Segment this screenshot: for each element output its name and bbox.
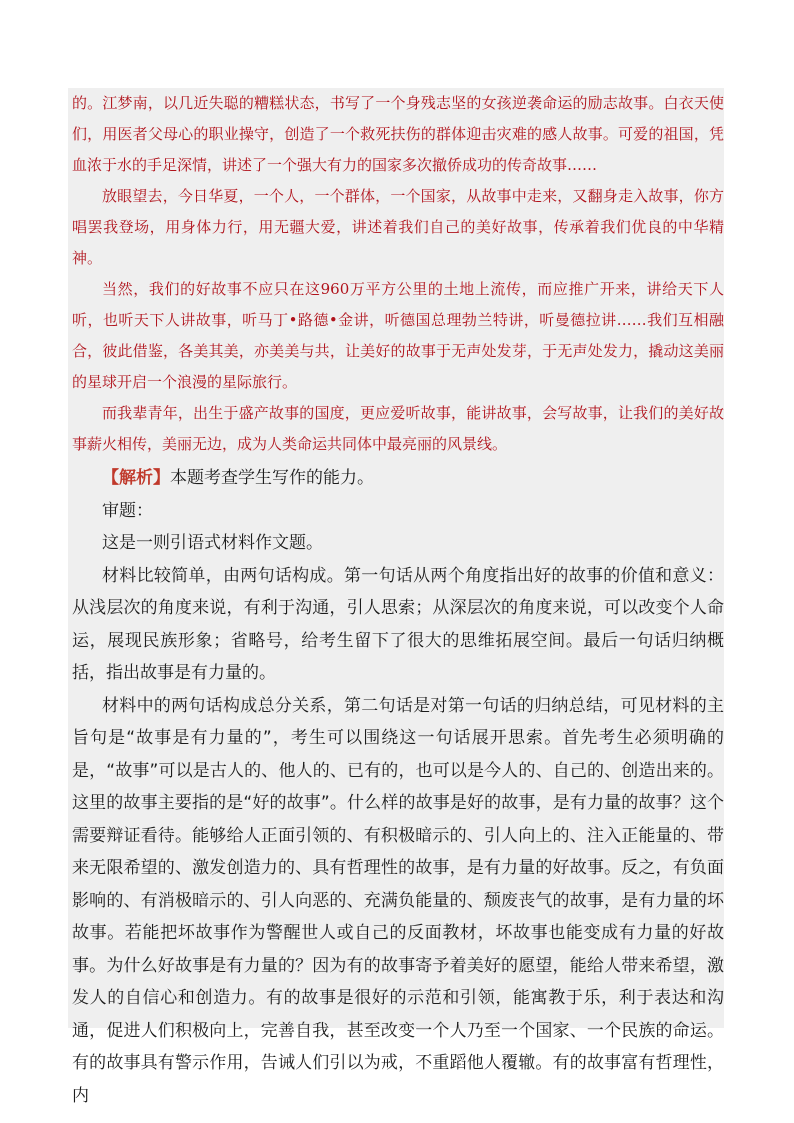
analysis-intro-text: 本题考查学生写作的能力。 [170,468,374,488]
analysis-paragraph-1: 材料比较简单，由两句话构成。第一句话从两个角度指出好的故事的价值和意义：从浅层次的角度来说，有利于沟通，引人思索；从深层次的角度来说，可以改变个人命运，展现民族形象；省略号，给考生留下了很大的思维拓展空间。最后一句话归纳概括，指出故事是有力量的。 [72,565,724,683]
essay-paragraph-4: 而我辈青年，出生于盛产故事的国度，更应爱听故事，能讲故事，会写故事，让我们的美好故事薪火相传，美丽无边，成为人类命运共同体中最亮丽的风景线。 [72,404,724,453]
essay-paragraph-1: 的。江梦南，以几近失聪的糟糕状态，书写了一个身残志坚的女孩逆袭命运的励志故事。白衣天使们，用医者父母心的职业操守，创造了一个救死扶伤的群体迎击灾难的感人故事。可爱的祖国，凭血浓于水的手足深情，讲述了一个强大有力的国家多次撤侨成功的传奇故事…… [72,94,724,174]
essay-paragraph-3: 当然，我们的好故事不应只在这960万平方公里的土地上流传，而应推广开来，讲给天下人听，也听天下人讲故事，听马丁•路德•金讲，听德国总理勃兰特讲，听曼德拉讲……我们互相融合，彼此借鉴，各美其美，亦美美与共，让美好的故事于无声处发芽，于无声处发力，撬动这美丽的星球开启一个浪漫的星际旅行。 [72,280,724,391]
essay-section [68,88,724,460]
analysis-intro [68,462,724,495]
analysis-tag: 【解析】 [102,468,170,488]
analysis-paragraph-2: 材料中的两句话构成总分关系，第二句话是对第一句话的归纳总结，可见材料的主旨句是“故事是有力量的”，考生可以围绕这一句话展开思索。首先考生必须明确的是，“故事”可以是古人的、他人的、已有的，也可以是今人的、自己的、创造出来的。这里的故事主要指的是“好的故事”。什么样的故事是好的故事，是有力量的故事？这个需要辩证看待。能够给人正面引领的、有积极暗示的、引人向上的、注入正能量的、带来无限希望的、激发创造力的、具有哲理性的故事，是有力量的好故事。反之，有负面影响的、有消极暗示的、引人向恶的、充满负能量的、颓废丧气的故事，是有力量的坏故事。若能把坏故事作为警醒世人或自己的反面教材，坏故事也能变成有力量的好故事。为什么好故事是有力量的？因为有的故事寄予着美好的愿望，能给人带来希望，激发人的自信心和创造力。有的故事是很好的示范和引领，能寓教于乐，利于表达和沟通，促进人们积极向上，完善自我，甚至改变一个人乃至一个国家、一个民族的命运。有的故事具有警示作用，告诫人们引以为戒，不重蹈他人覆辙。有的故事富有哲理性，内 [72,695,724,1106]
type-sentence: 这是一则引语式材料作文题。 [102,533,323,553]
analysis-section [68,462,724,1112]
document-page [68,88,724,1106]
review-label: 审题： [102,500,153,521]
essay-paragraph-2: 放眼望去，今日华夏，一个人，一个群体，一个国家，从故事中走来，又翻身走入故事，你方唱罢我登场，用身体力行，用无疆大爱，讲述着我们自己的美好故事，传承着我们优良的中华精神。 [72,187,724,267]
